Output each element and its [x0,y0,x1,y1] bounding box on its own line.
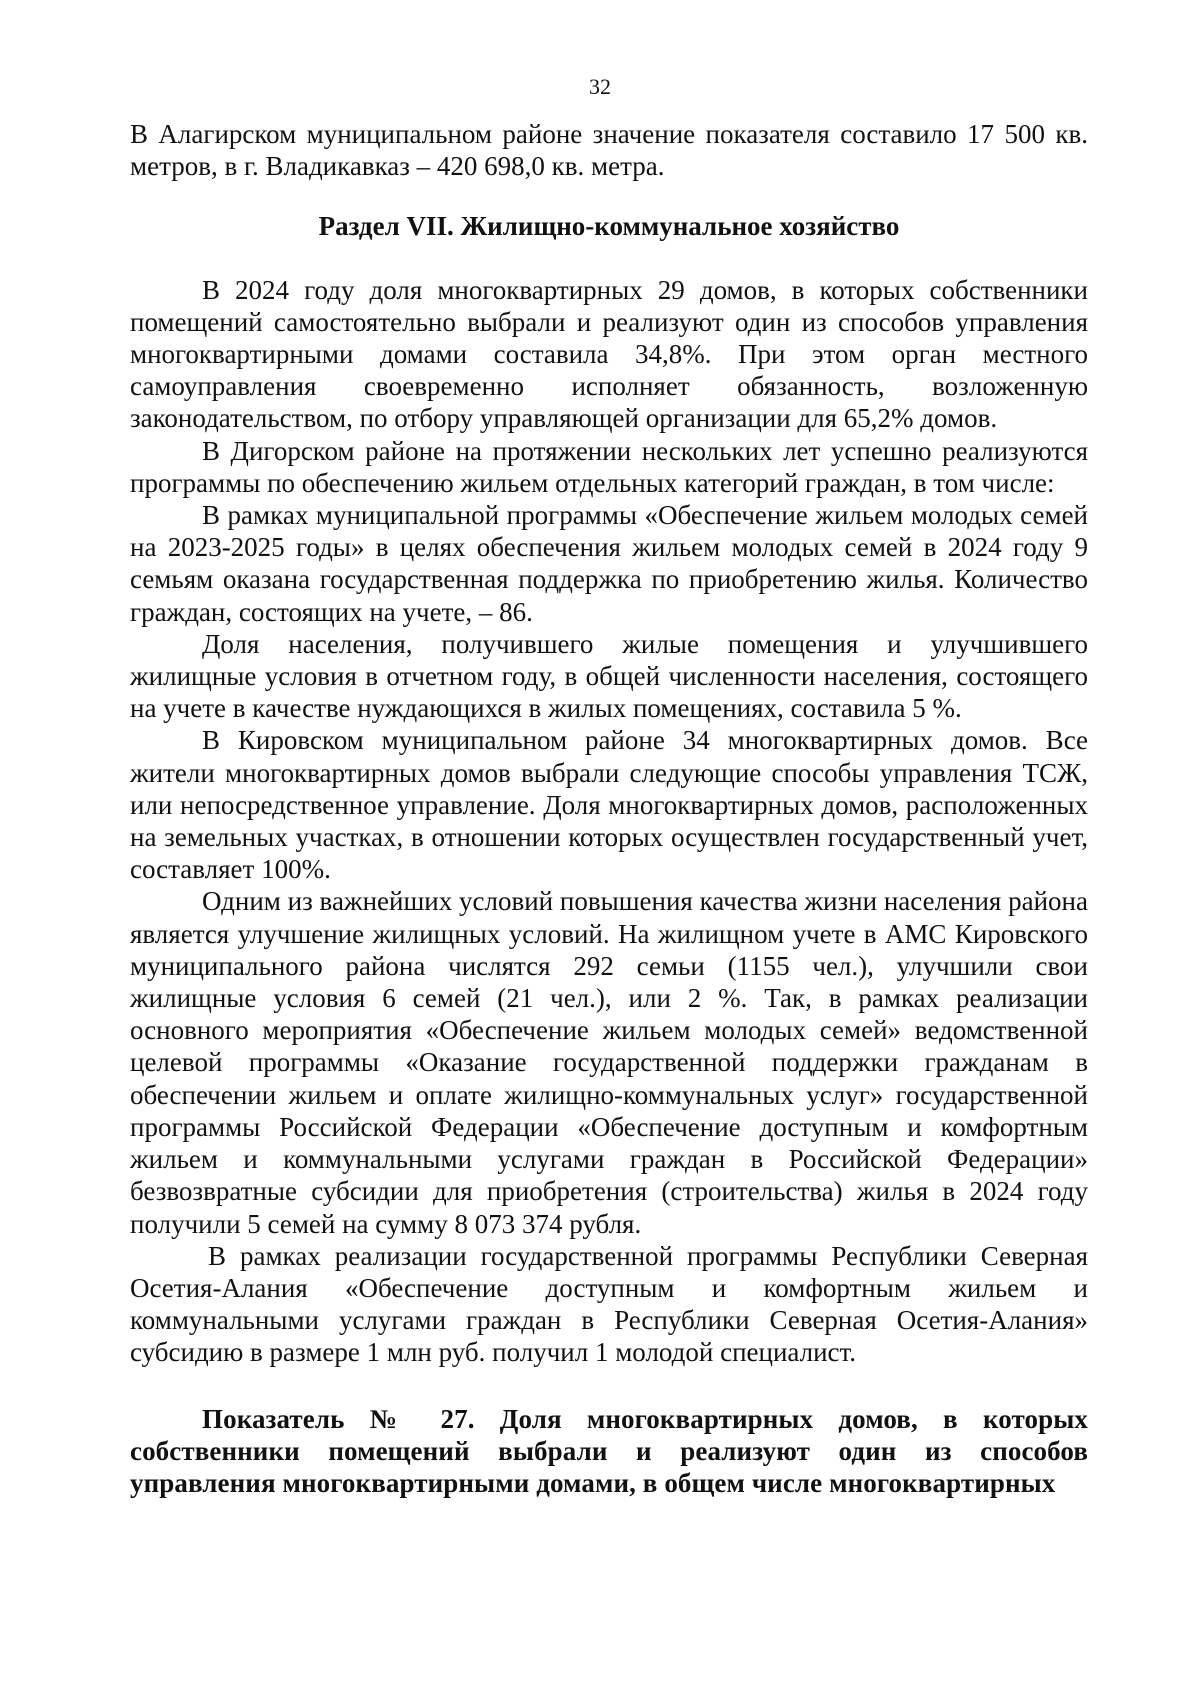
indicator-heading: Показатель № 27. Доля многоквартирных домов, в которых собственники помещений выбрали и реализуют один из способов управления многоквартирными домами, в общем числе многоквартирных [130,1403,1088,1498]
page-number: 32 [589,74,611,99]
paragraph-population-share: Доля населения, получившего жилые помещения и улучшившего жилищные условия в отчетном году, в общей численности населения, состоящего на учете в качестве нуждающихся в жилых помещениях, составила 5 %. [130,628,1088,724]
paragraph-housing-conditions: Одним из важнейших условий повышения качества жизни населения района является улучшение жилищных условий. На жилищном учете в АМС Кировского муниципального района числятся 292 семьи (1155 чел.), улучшили свои жилищные условия 6 семей (21 чел.), или 2 %. Так, в рамках реализации основного мероприятия «Обеспечение жильем молодых семей» ведомственной целевой программы «Оказание государственной поддержки гражданам в обеспечении жильем и оплате жилищно-коммунальных услуг» государственной программы Российской Федерации «Обеспечение доступным и комфортным жильем и коммунальными услугами граждан в Российской Федерации» безвозвратные субсидии для приобретения (строительства) жилья в 2024 году получили 5 семей на сумму 8 073 374 рубля. [130,886,1088,1239]
paragraph-mkd-share: В 2024 году доля многоквартирных 29 домов, в которых собственники помещений самостоятельно выбрали и реализуют один из способов управления многоквартирными домами составила 34,8%. При этом орган местного самоуправления своевременно исполняет обязанность, возложенную законодательством, по отбору управляющей организации для 65,2% домов. [130,274,1088,434]
paragraph-state-program: В рамках реализации государственной программы Республики Северная Осетия-Алания «Обеспечение доступным и комфортным жильем и коммунальными услугами граждан в Республики Северная Осетия-Алания» субсидию в размере 1 млн руб. получил 1 молодой специалист. [130,1240,1088,1368]
paragraph-kirov-mkd: В Кировском муниципальном районе 34 многоквартирных домов. Все жители многоквартирных домов выбрали следующие способы управления ТСЖ, или непосредственное управление. Доля многоквартирных домов, расположенных на земельных участках, в отношении которых осуществлен государственный учет, составляет 100%. [130,725,1088,885]
page-content [130,118,1088,1499]
paragraph-young-families: В рамках муниципальной программы «Обеспечение жильем молодых семей на 2023-2025 годы» в целях обеспечения жильем молодых семей в 2024 году 9 семьям оказана государственная поддержка по приобретению жилья. Количество граждан, состоящих на учете, – 86. [130,500,1088,627]
intro-paragraph: В Алагирском муниципальном районе значение показателя составило 17 500 кв. метров, в г. Владикавказ – 420 698,0 кв. метра. [130,119,1088,182]
paragraph-digora-programs: В Дигорском районе на протяжении нескольких лет успешно реализуются программы по обеспечению жильем отдельных категорий граждан, в том числе: [130,435,1088,498]
section-heading: Раздел VII. Жилищно-коммунальное хозяйство [318,211,900,242]
